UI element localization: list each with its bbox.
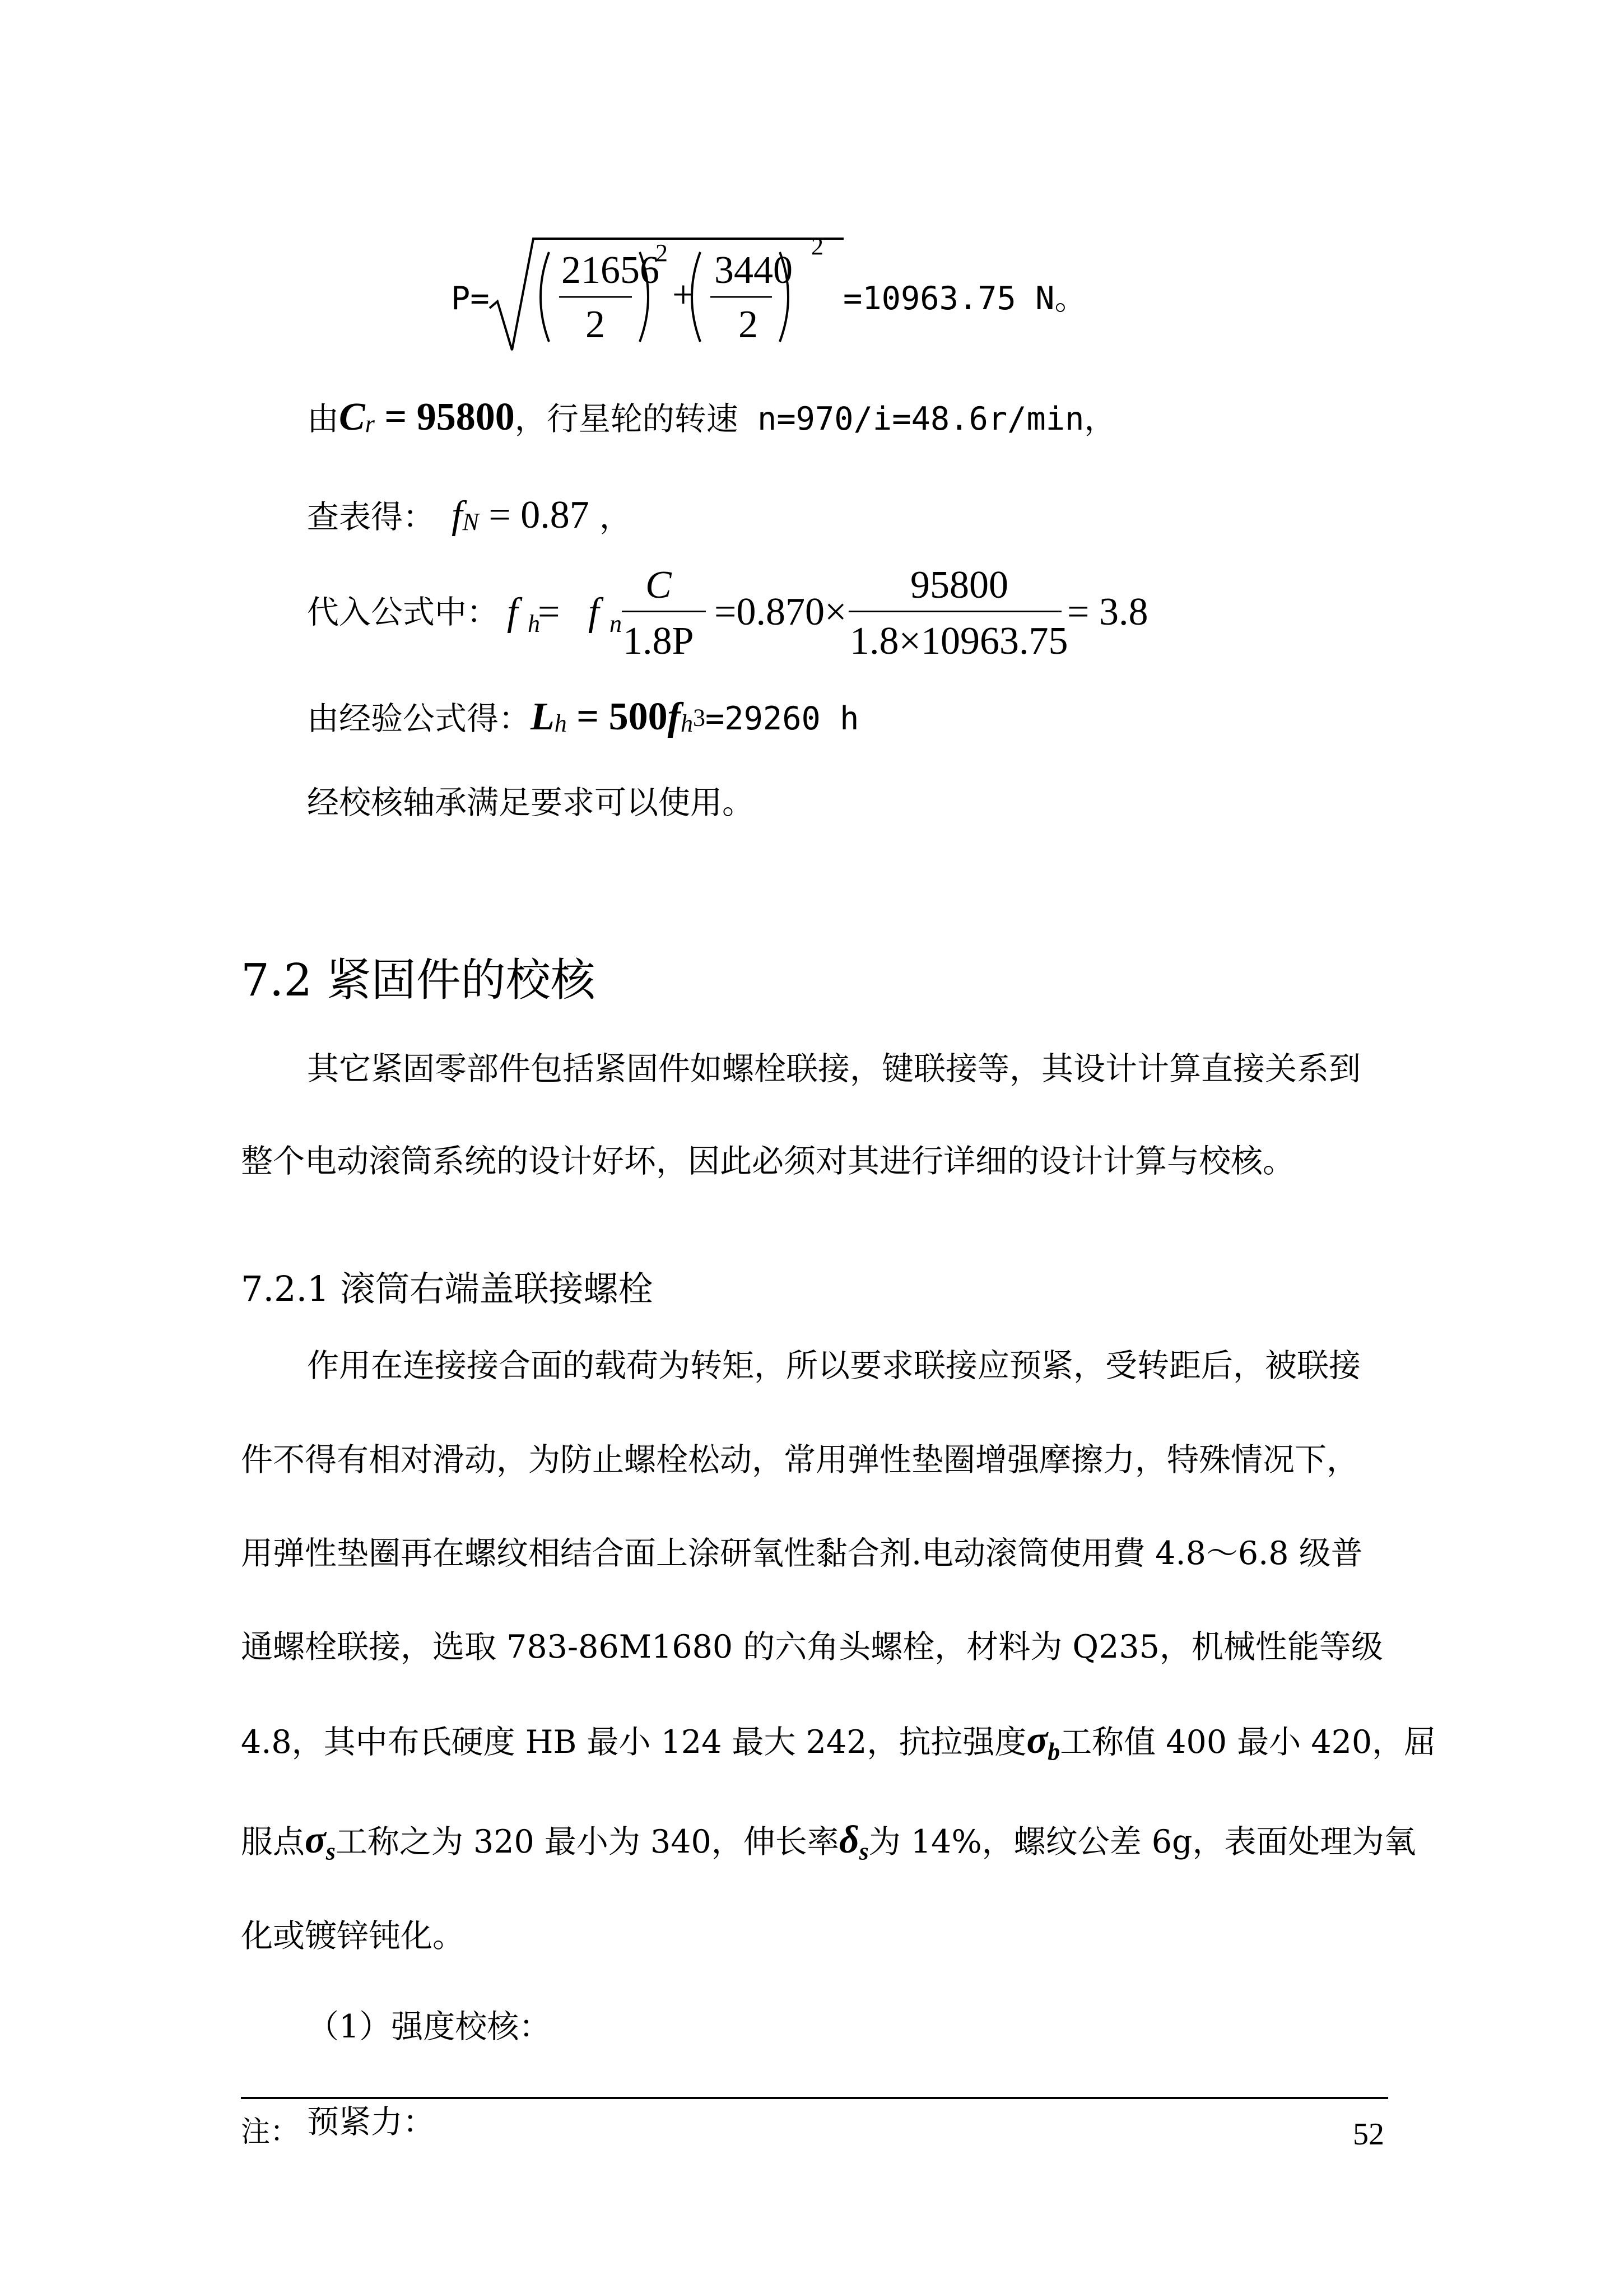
formula-fh-lhs-sub: h	[528, 610, 540, 638]
para-7-2-line-1: 其它紧固零部件包括紧固件如螺栓联接，键联接等，其设计计算直接关系到	[307, 1050, 1361, 1087]
sigma-b-symbol: σ	[1026, 1719, 1048, 1762]
line-sigma-b-before: 4.8，其中布氏硬度 HB 最小 124 最大 242，抗拉强度	[241, 1724, 1027, 1761]
formula-fh-frac2-den: 1.8×10963.75	[850, 620, 1068, 663]
item-1: （1）强度校核：	[307, 2008, 551, 2045]
line-lh-result: =29260 h	[705, 700, 859, 737]
para-7-2-1-line-4: 通螺栓联接，选取 783-86M1680 的六角头螺栓，材料为 Q235，机械性能等级	[241, 1628, 1383, 1665]
line-fn-after: ，	[589, 499, 631, 536]
line-lh-sub: h	[554, 710, 567, 738]
formula-fh-lhs: f	[507, 590, 518, 634]
line-last: 化或镀锌钝化。	[241, 1918, 464, 1955]
para-7-2-1-line-3: 用弹性垫圈再在螺纹相结合面上涂研氧性黏合剂.电动滚筒使用費 4.8～6.8 级普	[241, 1535, 1363, 1572]
line-lh-f-sub: h	[680, 710, 693, 738]
sigma-b-sub: b	[1048, 1738, 1060, 1766]
para-7-2-line-2: 整个电动滚筒系统的设计好坏，因此必须对其进行详细的设计计算与校核。	[241, 1143, 1295, 1180]
formula-fh-eq1: =	[538, 590, 560, 634]
line-fn-label: 查表得：	[307, 499, 435, 536]
preload-label: 预紧力：	[307, 2104, 435, 2141]
formula-p-exp1: 2	[655, 239, 668, 267]
footer-rule	[241, 2097, 1388, 2099]
line-sigma-b-after: 工称值 400 最小 420，屈	[1060, 1724, 1436, 1761]
formula-p-result: =10963.75 N。	[843, 280, 1087, 317]
line-sigma-s	[241, 1818, 1416, 1865]
formula-fh-eq2: =0.870×	[714, 590, 847, 634]
line-cr-sub: r	[365, 410, 375, 438]
line-lh-f: f	[667, 695, 681, 738]
sigma-s-symbol: σ	[305, 1818, 326, 1862]
formula-fh-fn: f	[588, 590, 599, 634]
line-sigma-s-before: 服点	[241, 1823, 305, 1860]
formula-p-exp2: 2	[811, 232, 823, 260]
page-number: 52	[1353, 2117, 1384, 2152]
formula-p-plus: +	[672, 273, 695, 317]
sigma-s-sub: s	[325, 1837, 336, 1865]
formula-fh-frac1-den: 1.8P	[623, 620, 694, 663]
section-7-2-title: 7.2 紧固件的校核	[241, 954, 595, 1006]
formula-p-prefix: P=	[451, 280, 490, 317]
line-fn-symbol: f	[452, 494, 463, 537]
line-lh	[307, 697, 859, 737]
formula-fh-frac1-bar	[622, 611, 706, 612]
line-cr-value: = 95800	[374, 395, 515, 439]
line-sigma-s-mid: 工称之为 320 最小为 340，伸长率	[335, 1823, 839, 1860]
line-lh-coeff: = 500	[566, 695, 668, 738]
line-lh-f-sup: 3	[692, 704, 705, 732]
line-fn	[307, 496, 631, 535]
formula-p-n2: 3440	[714, 249, 793, 292]
formula-fh-fn-sub: n	[609, 610, 622, 638]
para-7-2-1-line-1: 作用在连接接合面的载荷为转矩，所以要求联接应预紧，受转距后，被联接	[307, 1347, 1361, 1384]
line-cr	[307, 395, 1116, 439]
line-check: 经校核轴承满足要求可以使用。	[307, 784, 754, 821]
formula-p-d2: 2	[738, 303, 758, 346]
line-lh-symbol: L	[531, 695, 555, 738]
formula-p-n1: 21656	[561, 249, 659, 292]
line-lh-label: 由经验公式得：	[307, 700, 531, 737]
footer-note: 注：	[241, 2115, 300, 2149]
delta-s-sub: s	[859, 1837, 869, 1865]
line-sigma-s-after: 为 14%，螺纹公差 6g，表面处理为氧	[868, 1823, 1416, 1860]
line-fn-sub: N	[462, 508, 479, 536]
formula-p-d1: 2	[585, 303, 605, 346]
line-cr-symbol: C	[339, 395, 365, 439]
section-7-2-1-title: 7.2.1 滚筒右端盖联接螺栓	[241, 1268, 653, 1309]
formula-fh-label: 代入公式中：	[307, 594, 499, 631]
formula-fh-frac2-bar	[849, 611, 1062, 612]
para-7-2-1-line-2: 件不得有相对滑动，为防止螺栓松动，常用弹性垫圈增强摩擦力，特殊情况下，	[241, 1441, 1358, 1478]
line-sigma-b	[241, 1721, 1436, 1764]
line-fn-value: = 0.87	[478, 494, 589, 537]
formula-fh-result: = 3.8	[1067, 590, 1148, 634]
line-cr-before: 由	[307, 401, 339, 438]
line-cr-after: ，行星轮的转速 n=970/i=48.6r/min，	[514, 401, 1116, 438]
formula-fh-frac1-num: C	[645, 564, 672, 607]
delta-s-symbol: δ	[839, 1818, 859, 1862]
formula-fh-frac2-num: 95800	[910, 564, 1008, 607]
